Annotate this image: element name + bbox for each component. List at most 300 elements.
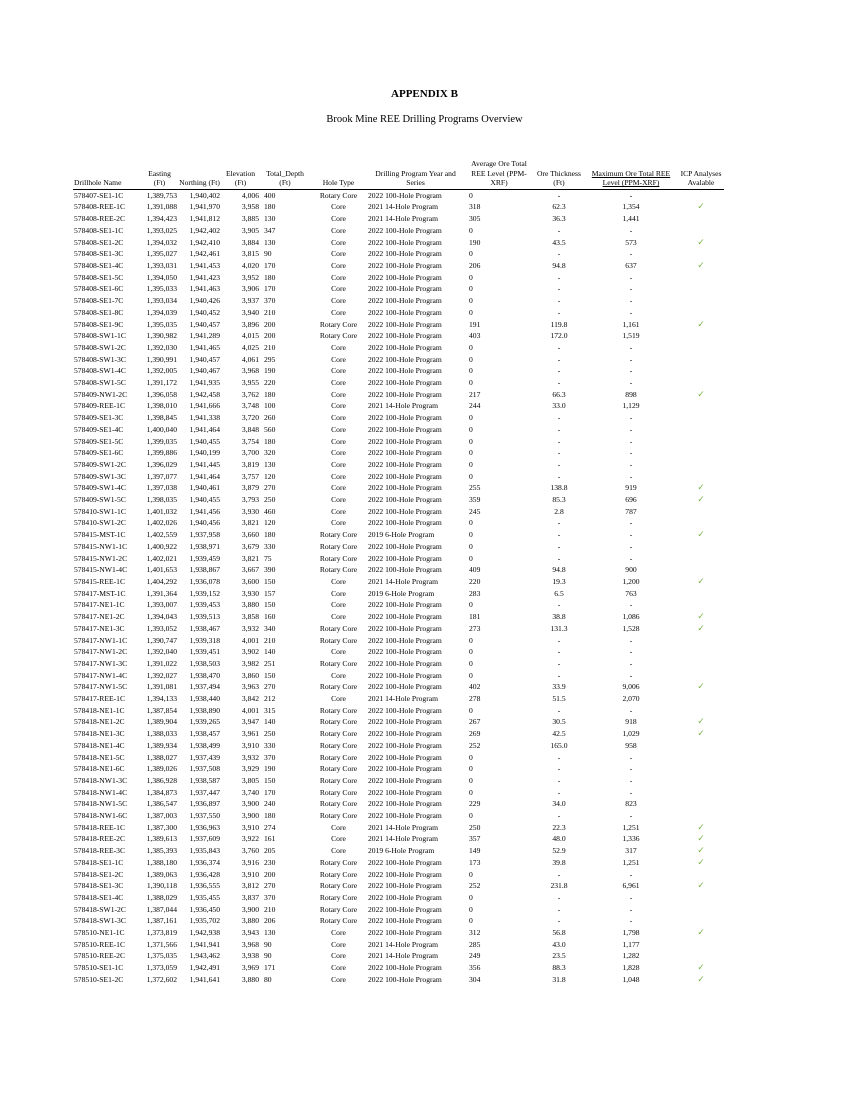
program-cell: 2022 100-Hole Program [368,928,442,938]
total-depth-cell: 150 [264,670,276,680]
easting-cell: 1,388,033 [146,729,177,739]
easting-cell: 1,391,088 [146,202,177,212]
elevation-cell: 3,900 [241,799,259,809]
table-row [73,716,724,728]
icp-check-icon-cell: ✓ [697,880,705,891]
elevation-cell: 4,006 [241,190,259,200]
icp-check-icon-cell [678,365,724,377]
max-ree-cell: - [629,530,633,540]
hole-type-cell: Core [331,354,346,364]
ore-thickness-cell: - [557,752,561,762]
drillhole-name-cell: 578417-NW1-5C [74,682,128,692]
ore-thickness-cell: - [557,705,561,715]
program-cell: 2022 100-Hole Program [368,284,442,294]
easting-cell: 1,400,040 [146,424,177,434]
total-depth-cell: 270 [264,682,276,692]
avg-ree-cell: 255 [469,483,481,493]
elevation-cell: 3,700 [241,448,259,458]
easting-cell: 1,394,050 [146,272,177,282]
max-ree-cell: 6,961 [622,881,640,891]
ore-thickness-cell: 39.8 [552,857,566,867]
drillhole-name-cell: 578417-NW1-2C [74,647,128,657]
elevation-cell: 3,906 [241,284,259,294]
drillhole-name-cell: 578418-REE-3C [74,846,126,856]
max-ree-cell: 1,048 [622,974,640,984]
total-depth-cell: 274 [264,822,276,832]
table-row [73,424,724,436]
max-ree-cell: 900 [625,565,637,575]
program-cell: 2021 14-Hole Program [368,939,439,949]
drillhole-name-cell: 578410-SW1-1C [74,506,126,516]
ore-thickness-cell: 119.8 [550,319,568,329]
drillhole-name-cell: 578408-SW1-4C [74,366,126,376]
easting-cell: 1,392,027 [146,670,177,680]
hole-type-cell: Rotary Core [319,682,358,692]
northing-cell: 1,941,812 [189,214,220,224]
program-cell: 2021 14-Hole Program [368,576,439,586]
program-cell: 2022 100-Hole Program [368,448,442,458]
drillhole-name-cell: 578418-SE1-4C [74,892,124,902]
drillhole-name-cell: 578418-NE1-3C [74,729,125,739]
icp-check-icon-cell [678,599,724,611]
total-depth-cell: 250 [264,495,276,505]
total-depth-cell: 180 [264,272,276,282]
table-row [73,950,724,962]
icp-check-icon-cell [678,225,724,237]
table-row [73,939,724,951]
total-depth-cell: 180 [264,202,276,212]
total-depth-cell: 347 [264,225,276,235]
hole-type-cell: Rotary Core [319,705,358,715]
elevation-cell: 3,910 [241,869,259,879]
northing-cell: 1,940,457 [189,354,220,364]
hole-type-cell: Core [331,366,346,376]
program-cell: 2022 100-Hole Program [368,904,442,914]
easting-cell: 1,395,035 [146,319,177,329]
easting-cell: 1,404,292 [146,576,177,586]
ore-thickness-cell: - [557,307,561,317]
avg-ree-cell: 0 [469,600,473,610]
icp-check-icon-cell [678,272,724,284]
avg-ree-cell: 0 [469,541,473,551]
hole-type-cell: Core [331,401,346,411]
icp-check-icon-cell: ✓ [697,318,705,329]
northing-cell: 1,939,152 [189,588,220,598]
header-max-ree-text: Maximum Ore Total REE Level (PPM-XRF) [591,168,671,188]
ore-thickness-cell: 52.9 [552,846,566,856]
ore-thickness-cell: 34.0 [552,799,566,809]
hole-type-cell: Core [331,284,346,294]
elevation-cell: 3,793 [241,495,259,505]
total-depth-cell: 180 [264,530,276,540]
icp-check-icon-cell: ✓ [697,482,705,493]
avg-ree-cell: 0 [469,366,473,376]
easting-cell: 1,384,873 [146,787,177,797]
table-row [73,576,724,588]
northing-cell: 1,942,410 [189,237,220,247]
elevation-cell: 3,969 [241,963,259,973]
max-ree-cell: - [629,190,633,200]
avg-ree-cell: 278 [469,694,481,704]
hole-type-cell: Core [331,834,346,844]
icp-check-icon-cell: ✓ [697,201,705,212]
drillhole-name-cell: 578408-REE-2C [74,214,126,224]
program-cell: 2022 100-Hole Program [368,190,442,200]
table-row [73,740,724,752]
header-thickness: Ore Thickness (Ft) [537,168,581,188]
avg-ree-cell: 217 [469,389,481,399]
avg-ree-cell: 173 [469,857,481,867]
icp-check-icon-cell: ✓ [697,728,705,739]
max-ree-cell: - [629,869,633,879]
program-cell: 2022 100-Hole Program [368,787,442,797]
icp-check-icon-cell [678,330,724,342]
total-depth-cell: 205 [264,846,276,856]
elevation-cell: 3,880 [241,600,259,610]
northing-cell: 1,941,970 [189,202,220,212]
easting-cell: 1,392,030 [146,342,177,352]
header-program: Drilling Program Year and Series [375,168,456,188]
drillhole-name-cell: 578409-SE1-5C [74,436,124,446]
drillhole-name-cell: 578408-SE1-5C [74,272,124,282]
ore-thickness-cell: - [557,775,561,785]
elevation-cell: 3,740 [241,787,259,797]
hole-type-cell: Rotary Core [319,565,358,575]
drillhole-name-cell: 578418-NW1-5C [74,799,128,809]
drillhole-name-cell: 578418-SE1-1C [74,857,124,867]
easting-cell: 1,371,566 [146,939,177,949]
total-depth-cell: 250 [264,729,276,739]
table-row [73,681,724,693]
northing-cell: 1,943,462 [189,951,220,961]
northing-cell: 1,941,456 [189,506,220,516]
table-row [73,330,724,342]
ore-thickness-cell: 138.8 [550,483,568,493]
ore-thickness-cell: 33.9 [552,682,566,692]
table-row [73,319,724,331]
total-depth-cell: 240 [264,799,276,809]
max-ree-cell: 1,161 [622,319,640,329]
program-cell: 2021 14-Hole Program [368,401,439,411]
avg-ree-cell: 0 [469,413,473,423]
program-cell: 2022 100-Hole Program [368,342,442,352]
drillhole-name-cell: 578418-NE1-5C [74,752,125,762]
ore-thickness-cell: 42.5 [552,729,566,739]
elevation-cell: 3,884 [241,237,259,247]
max-ree-cell: - [629,354,633,364]
icp-check-icon-cell: ✓ [697,681,705,692]
drillhole-name-cell: 578408-REE-1C [74,202,126,212]
hole-type-cell: Rotary Core [319,881,358,891]
ore-thickness-cell: - [557,354,561,364]
easting-cell: 1,388,029 [146,892,177,902]
northing-cell: 1,941,464 [189,424,220,434]
easting-cell: 1,397,038 [146,483,177,493]
drillhole-name-cell: 578408-SW1-3C [74,354,126,364]
ore-thickness-cell: - [557,284,561,294]
drillhole-name-cell: 578415-MST-1C [74,530,126,540]
northing-cell: 1,940,455 [189,495,220,505]
program-cell: 2021 14-Hole Program [368,822,439,832]
total-depth-cell: 210 [264,307,276,317]
avg-ree-cell: 0 [469,307,473,317]
elevation-cell: 3,896 [241,319,259,329]
easting-cell: 1,389,934 [146,740,177,750]
northing-cell: 1,936,078 [189,576,220,586]
program-cell: 2022 100-Hole Program [368,272,442,282]
avg-ree-cell: 250 [469,822,481,832]
total-depth-cell: 180 [264,811,276,821]
avg-ree-cell: 409 [469,565,481,575]
northing-cell: 1,938,499 [189,740,220,750]
icp-check-icon-cell [678,588,724,600]
program-cell: 2022 100-Hole Program [368,869,442,879]
program-cell: 2022 100-Hole Program [368,635,442,645]
drillhole-name-cell: 578418-NE1-6C [74,764,125,774]
northing-cell: 1,940,199 [189,448,220,458]
icp-check-icon-cell [678,400,724,412]
easting-cell: 1,393,031 [146,261,177,270]
icp-check-icon-cell: ✓ [697,962,705,973]
table-row [73,283,724,295]
table-row [73,599,724,611]
max-ree-cell: 958 [625,740,637,750]
total-depth-cell: 295 [264,354,276,364]
max-ree-cell: 637 [625,261,637,270]
ore-thickness-cell: - [557,436,561,446]
elevation-cell: 3,958 [241,202,259,212]
elevation-cell: 3,720 [241,413,259,423]
easting-cell: 1,387,003 [146,811,177,821]
elevation-cell: 3,660 [241,530,259,540]
drillhole-name-cell: 578510-SE1-2C [74,974,124,984]
avg-ree-cell: 0 [469,378,473,388]
avg-ree-cell: 0 [469,471,473,481]
hole-type-cell: Rotary Core [319,869,358,879]
elevation-cell: 3,819 [241,459,259,469]
drillhole-name-cell: 578409-SE1-6C [74,448,124,458]
avg-ree-cell: 0 [469,752,473,762]
hole-type-cell: Core [331,518,346,528]
easting-cell: 1,393,025 [146,225,177,235]
icp-check-icon-cell [678,670,724,682]
hole-type-cell: Rotary Core [319,530,358,540]
icp-check-icon-cell: ✓ [697,529,705,540]
easting-cell: 1,393,052 [146,623,177,633]
max-ree-cell: - [629,518,633,528]
program-cell: 2022 100-Hole Program [368,389,442,399]
table-row [73,787,724,799]
ore-thickness-cell: - [557,378,561,388]
easting-cell: 1,398,845 [146,413,177,423]
program-cell: 2022 100-Hole Program [368,553,442,563]
northing-cell: 1,941,289 [189,331,220,341]
max-ree-cell: - [629,459,633,469]
hole-type-cell: Core [331,647,346,657]
northing-cell: 1,938,503 [189,658,220,668]
elevation-cell: 3,940 [241,307,259,317]
avg-ree-cell: 0 [469,904,473,914]
max-ree-cell: 1,528 [622,623,640,633]
easting-cell: 1,402,559 [146,530,177,540]
drillhole-name-cell: 578418-REE-1C [74,822,126,832]
max-ree-cell: 787 [625,506,637,516]
elevation-cell: 3,812 [241,881,259,891]
ore-thickness-cell: 66.3 [552,389,566,399]
icp-check-icon-cell: ✓ [697,622,705,633]
icp-check-icon-cell [678,892,724,904]
elevation-cell: 4,001 [241,635,259,645]
elevation-cell: 4,001 [241,705,259,715]
hole-type-cell: Core [331,448,346,458]
table-row [73,833,724,845]
total-depth-cell: 370 [264,752,276,762]
table-row [73,342,724,354]
total-depth-cell: 150 [264,600,276,610]
program-cell: 2022 100-Hole Program [368,378,442,388]
northing-cell: 1,941,465 [189,342,220,352]
easting-cell: 1,394,133 [146,694,177,704]
northing-cell: 1,937,447 [189,787,220,797]
program-cell: 2021 14-Hole Program [368,951,439,961]
hole-type-cell: Rotary Core [319,658,358,668]
hole-type-cell: Core [331,424,346,434]
drillhole-name-cell: 578418-NW1-3C [74,775,128,785]
ore-thickness-cell: - [557,296,561,306]
northing-cell: 1,941,666 [189,401,220,411]
easting-cell: 1,393,007 [146,600,177,610]
program-cell: 2022 100-Hole Program [368,518,442,528]
hole-type-cell: Core [331,378,346,388]
avg-ree-cell: 0 [469,892,473,902]
total-depth-cell: 80 [264,974,272,984]
icp-check-icon-cell: ✓ [697,845,705,856]
program-cell: 2022 100-Hole Program [368,752,442,762]
table-row [73,564,724,576]
easting-cell: 1,401,032 [146,506,177,516]
program-cell: 2022 100-Hole Program [368,436,442,446]
total-depth-cell: 200 [264,331,276,341]
max-ree-cell: - [629,225,633,235]
hole-type-cell: Rotary Core [319,752,358,762]
avg-ree-cell: 402 [469,682,481,692]
total-depth-cell: 230 [264,857,276,867]
max-ree-cell: 1,251 [622,822,640,832]
icp-check-icon-cell [678,471,724,483]
elevation-cell: 3,929 [241,764,259,774]
northing-cell: 1,936,428 [189,869,220,879]
program-cell: 2022 100-Hole Program [368,974,442,984]
max-ree-cell: 1,354 [622,202,640,212]
total-depth-cell: 200 [264,319,276,329]
hole-type-cell: Core [331,600,346,610]
ore-thickness-cell: 85.3 [552,495,566,505]
elevation-cell: 3,930 [241,588,259,598]
program-cell: 2022 100-Hole Program [368,483,442,493]
program-cell: 2022 100-Hole Program [368,658,442,668]
icp-check-icon-cell [678,412,724,424]
easting-cell: 1,390,118 [146,881,177,891]
header-northing: Northing (Ft) [179,178,220,188]
elevation-cell: 3,952 [241,272,259,282]
hole-type-cell: Core [331,342,346,352]
northing-cell: 1,938,587 [189,775,220,785]
total-depth-cell: 130 [264,214,276,224]
table-row [73,915,724,927]
easting-cell: 1,387,044 [146,904,177,914]
avg-ree-cell: 403 [469,331,481,341]
elevation-cell: 3,905 [241,225,259,235]
icp-check-icon-cell [678,798,724,810]
northing-cell: 1,939,451 [189,647,220,657]
hole-type-cell: Rotary Core [319,635,358,645]
total-depth-cell: 120 [264,471,276,481]
icp-check-icon-cell [678,424,724,436]
max-ree-cell: - [629,752,633,762]
program-cell: 2022 100-Hole Program [368,881,442,891]
northing-cell: 1,939,513 [189,612,220,622]
avg-ree-cell: 206 [469,261,481,270]
total-depth-cell: 170 [264,284,276,294]
avg-ree-cell: 304 [469,974,481,984]
header-easting: Easting (Ft) [148,168,171,188]
program-cell: 2021 14-Hole Program [368,214,439,224]
elevation-cell: 3,821 [241,518,259,528]
icp-check-icon-cell [678,763,724,775]
table-row [73,248,724,260]
program-cell: 2022 100-Hole Program [368,892,442,902]
drillhole-name-cell: 578417-NW1-4C [74,670,128,680]
hole-type-cell: Core [331,495,346,505]
max-ree-cell: 1,086 [622,612,640,622]
northing-cell: 1,940,426 [189,296,220,306]
max-ree-cell: 1,828 [622,963,640,973]
drillhole-name-cell: 578415-NW1-1C [74,541,128,551]
program-cell: 2022 100-Hole Program [368,366,442,376]
table-header-row [73,159,724,189]
elevation-cell: 3,600 [241,576,259,586]
program-cell: 2021 14-Hole Program [368,694,439,704]
northing-cell: 1,937,494 [189,682,220,692]
hole-type-cell: Core [331,576,346,586]
program-cell: 2022 100-Hole Program [368,237,442,247]
easting-cell: 1,391,172 [146,378,177,388]
total-depth-cell: 120 [264,518,276,528]
icp-check-icon-cell [678,447,724,459]
drillhole-name-cell: 578407-SE1-1C [74,190,124,200]
icp-check-icon-cell: ✓ [697,611,705,622]
total-depth-cell: 270 [264,881,276,891]
easting-cell: 1,392,040 [146,647,177,657]
icp-check-icon-cell [678,553,724,565]
drillhole-name-cell: 578408-SE1-7C [74,296,124,306]
northing-cell: 1,941,464 [189,471,220,481]
drillhole-name-cell: 578415-REE-1C [74,576,126,586]
easting-cell: 1,396,029 [146,459,177,469]
table-row [73,623,724,635]
table-row [73,307,724,319]
ore-thickness-cell: - [557,811,561,821]
elevation-cell: 3,760 [241,846,259,856]
northing-cell: 1,935,455 [189,892,220,902]
max-ree-cell: - [629,811,633,821]
northing-cell: 1,938,467 [189,623,220,633]
total-depth-cell: 90 [264,939,272,949]
easting-cell: 1,389,753 [146,190,177,200]
max-ree-cell: 1,251 [622,857,640,867]
easting-cell: 1,398,010 [146,401,177,411]
total-depth-cell: 161 [264,834,276,844]
